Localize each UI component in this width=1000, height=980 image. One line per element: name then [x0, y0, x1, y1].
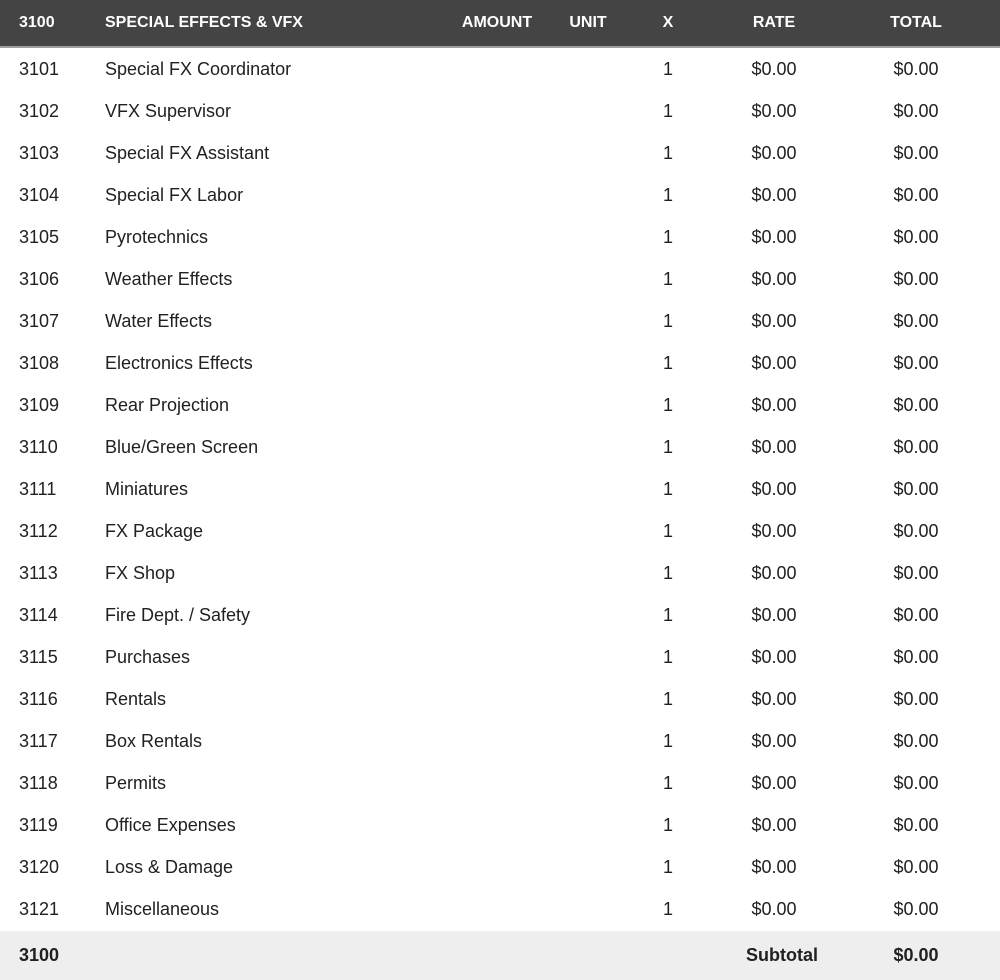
row-rate: $0.00: [751, 898, 797, 919]
row-description: Rentals: [105, 688, 167, 709]
row-rate: $0.00: [751, 562, 797, 583]
row-total: $0.00: [893, 58, 939, 79]
table-row[interactable]: [0, 174, 1000, 216]
row-code: 3111: [19, 478, 57, 499]
row-rate: $0.00: [751, 394, 797, 415]
row-total: $0.00: [893, 226, 939, 247]
row-description: FX Shop: [105, 562, 176, 583]
subtotal-row: [0, 931, 1000, 980]
table-header: [0, 0, 1000, 48]
row-rate: $0.00: [751, 226, 797, 247]
row-code: 3117: [19, 730, 58, 751]
header-amount: AMOUNT: [461, 14, 533, 31]
row-x: 1: [662, 604, 674, 625]
header-total: TOTAL: [890, 14, 942, 31]
row-x: 1: [662, 772, 674, 793]
row-description: Electronics Effects: [105, 352, 253, 373]
table-row[interactable]: [0, 132, 1000, 174]
row-total: $0.00: [893, 898, 939, 919]
row-description: Water Effects: [105, 310, 213, 331]
header-unit: UNIT: [569, 14, 607, 31]
row-x: 1: [662, 478, 674, 499]
header-rate: RATE: [752, 14, 796, 31]
row-description: Box Rentals: [105, 730, 203, 751]
row-total: $0.00: [893, 394, 939, 415]
table-row[interactable]: [0, 48, 1000, 90]
row-x: 1: [662, 520, 674, 541]
row-total: $0.00: [893, 604, 939, 625]
row-description: FX Package: [105, 520, 204, 541]
row-description: Rear Projection: [105, 394, 230, 415]
row-description: Fire Dept. / Safety: [105, 604, 251, 625]
row-code: 3103: [19, 142, 60, 163]
row-description: Special FX Coordinator: [105, 58, 292, 79]
table-row[interactable]: [0, 720, 1000, 762]
row-rate: $0.00: [751, 100, 797, 121]
row-x: 1: [662, 898, 674, 919]
row-code: 3105: [19, 226, 60, 247]
table-body: [0, 48, 1000, 930]
row-code: 3114: [19, 604, 58, 625]
row-code: 3109: [19, 394, 60, 415]
row-rate: $0.00: [751, 772, 797, 793]
row-total: $0.00: [893, 310, 939, 331]
row-description: VFX Supervisor: [105, 100, 232, 121]
row-x: 1: [662, 100, 674, 121]
table-row[interactable]: [0, 216, 1000, 258]
subtotal-code: 3100: [19, 945, 60, 965]
row-description: Office Expenses: [105, 814, 236, 835]
row-x: 1: [662, 562, 674, 583]
table-row[interactable]: [0, 426, 1000, 468]
header-title: SPECIAL EFFECTS & VFX: [105, 14, 303, 31]
table-row[interactable]: [0, 762, 1000, 804]
row-rate: $0.00: [751, 58, 797, 79]
row-x: 1: [662, 226, 674, 247]
row-total: $0.00: [893, 268, 939, 289]
row-rate: $0.00: [751, 268, 797, 289]
table-row[interactable]: [0, 258, 1000, 300]
row-total: $0.00: [893, 688, 939, 709]
row-x: 1: [662, 352, 674, 373]
row-total: $0.00: [893, 352, 939, 373]
row-total: $0.00: [893, 856, 939, 877]
row-code: 3120: [19, 856, 60, 877]
row-total: $0.00: [893, 184, 939, 205]
row-description: Miniatures: [105, 478, 189, 499]
row-total: $0.00: [893, 520, 939, 541]
row-x: 1: [662, 268, 674, 289]
table-row[interactable]: [0, 846, 1000, 888]
row-x: 1: [662, 688, 674, 709]
row-description: Special FX Labor: [105, 184, 244, 205]
table-row[interactable]: [0, 888, 1000, 930]
row-code: 3104: [19, 184, 60, 205]
row-rate: $0.00: [751, 646, 797, 667]
row-code: 3112: [19, 520, 58, 541]
row-description: Blue/Green Screen: [105, 436, 259, 457]
row-rate: $0.00: [751, 688, 797, 709]
table-row[interactable]: [0, 90, 1000, 132]
row-code: 3118: [19, 772, 58, 793]
table-row[interactable]: [0, 678, 1000, 720]
row-rate: $0.00: [751, 142, 797, 163]
row-x: 1: [662, 856, 674, 877]
row-total: $0.00: [893, 142, 939, 163]
row-code: 3101: [19, 58, 60, 79]
table-row[interactable]: [0, 636, 1000, 678]
row-rate: $0.00: [751, 814, 797, 835]
table-row[interactable]: [0, 552, 1000, 594]
row-x: 1: [662, 646, 674, 667]
header-x: X: [662, 14, 674, 31]
header-code: 3100: [19, 14, 55, 31]
row-rate: $0.00: [751, 520, 797, 541]
row-code: 3113: [19, 562, 58, 583]
row-description: Pyrotechnics: [105, 226, 209, 247]
row-description: Purchases: [105, 646, 191, 667]
row-code: 3106: [19, 268, 60, 289]
row-total: $0.00: [893, 562, 939, 583]
row-code: 3121: [19, 898, 60, 919]
table-row[interactable]: [0, 594, 1000, 636]
row-rate: $0.00: [751, 352, 797, 373]
row-code: 3108: [19, 352, 60, 373]
row-description: Special FX Assistant: [105, 142, 270, 163]
row-x: 1: [662, 142, 674, 163]
row-code: 3115: [19, 646, 58, 667]
row-rate: $0.00: [751, 310, 797, 331]
row-x: 1: [662, 436, 674, 457]
subtotal-total: $0.00: [893, 945, 939, 965]
row-description: Miscellaneous: [105, 898, 220, 919]
row-code: 3107: [19, 310, 60, 331]
row-x: 1: [662, 814, 674, 835]
row-total: $0.00: [893, 100, 939, 121]
row-rate: $0.00: [751, 478, 797, 499]
row-rate: $0.00: [751, 730, 797, 751]
table-row[interactable]: [0, 804, 1000, 846]
row-code: 3119: [19, 814, 58, 835]
row-x: 1: [662, 730, 674, 751]
table-row[interactable]: [0, 510, 1000, 552]
row-x: 1: [662, 58, 674, 79]
row-rate: $0.00: [751, 856, 797, 877]
row-total: $0.00: [893, 730, 939, 751]
row-total: $0.00: [893, 436, 939, 457]
row-x: 1: [662, 184, 674, 205]
row-description: Permits: [105, 772, 167, 793]
row-total: $0.00: [893, 772, 939, 793]
row-total: $0.00: [893, 478, 939, 499]
row-description: Loss & Damage: [105, 856, 234, 877]
row-rate: $0.00: [751, 436, 797, 457]
table-row[interactable]: [0, 342, 1000, 384]
row-total: $0.00: [893, 646, 939, 667]
subtotal-label: Subtotal: [746, 945, 818, 965]
row-total: $0.00: [893, 814, 939, 835]
row-rate: $0.00: [751, 184, 797, 205]
row-code: 3110: [19, 436, 58, 457]
table-row[interactable]: [0, 384, 1000, 426]
row-x: 1: [662, 394, 674, 415]
table-row[interactable]: [0, 300, 1000, 342]
table-row[interactable]: [0, 468, 1000, 510]
row-x: 1: [662, 310, 674, 331]
row-rate: $0.00: [751, 604, 797, 625]
row-description: Weather Effects: [105, 268, 233, 289]
row-code: 3116: [19, 688, 58, 709]
row-code: 3102: [19, 100, 60, 121]
